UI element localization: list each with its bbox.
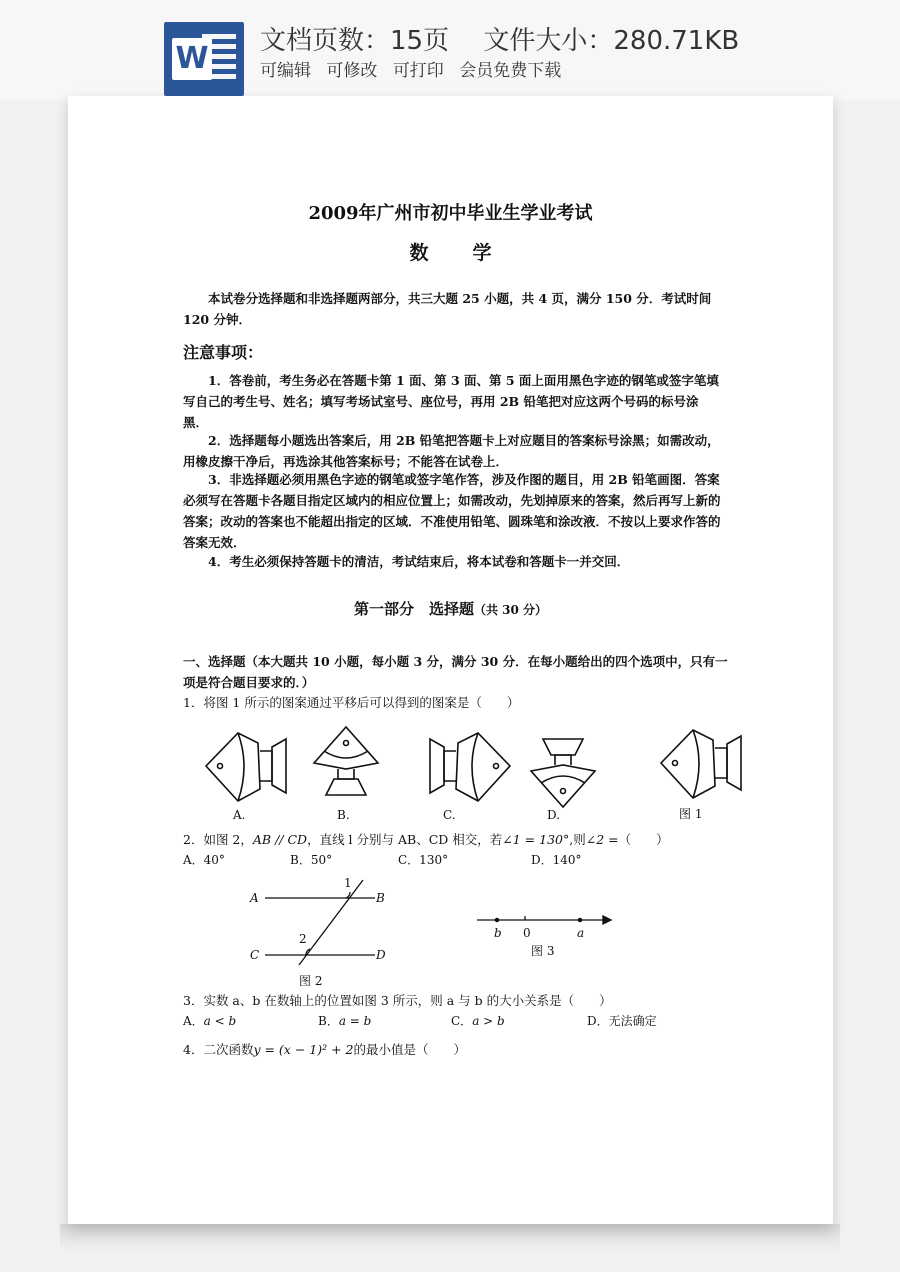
part1-heading: 第一部分 选择题（共 30 分） [353, 600, 548, 618]
doc-subject: 数学 [409, 242, 536, 264]
q1-option-d: D. [547, 808, 561, 822]
page-count: 文档页数：15页 [260, 26, 450, 56]
document-page [68, 96, 833, 1224]
q4-stem: 4．二次函数y = (x − 1)² + 2的最小值是（ ） [183, 1042, 467, 1057]
point-d-label: D [376, 948, 386, 962]
q1-figures [198, 721, 758, 811]
q2-option-b: B．50° [290, 853, 333, 867]
point-b-label: B [376, 891, 385, 905]
word-document-icon: W [164, 22, 244, 96]
notice-item-3: 3．非选择题必须用黑色字迹的钢笔或签字笔作答，涉及作图的题目，用 2B 铅笔画图．答案必须写在答题卡各题目指定区域内的相应位置上；如需改动，先划掉原来的答案，然后再写上新的答案；改动的答案也不能超出指定的区域．不准使用铅笔、圆珠笔和涂改液．不按以上要求作答的答案无效． [183, 472, 721, 550]
point-c-label: C [250, 948, 260, 962]
axis-label-b: b [494, 926, 502, 940]
q3-option-b: B．a = b [318, 1014, 372, 1028]
figure2-parallel-lines [243, 876, 393, 966]
q1-stem: 1．将图 1 所示的图案通过平移后可以得到的图案是（ ） [183, 695, 520, 710]
q2-option-a: A．40° [183, 853, 225, 867]
feature-list [260, 56, 571, 81]
notice-heading: 注意事项： [183, 343, 264, 362]
figure1-label: 图 1 [679, 807, 703, 821]
page-shadow [60, 1224, 840, 1254]
figure2-label: 图 2 [299, 974, 323, 988]
download-banner [0, 0, 900, 100]
point-a-label: A [250, 891, 259, 905]
q1-option-b: B. [337, 808, 350, 822]
angle-1-label: 1 [344, 876, 352, 890]
q3-stem: 3．实数 a、b 在数轴上的位置如图 3 所示，则 a 与 b 的大小关系是（ ） [183, 993, 612, 1008]
fish-figure-c [430, 733, 510, 801]
fish-figure-a [206, 733, 286, 801]
section1-heading: 一、选择题（本大题共 10 小题，每小题 3 分，满分 30 分．在每小题给出的四个选项中，只有一项是符合题目要求的．） [183, 654, 728, 690]
q3-option-a: A．a < b [183, 1014, 237, 1028]
q3-option-d: D．无法确定 [587, 1014, 657, 1028]
q3-option-c: C．a > b [451, 1014, 505, 1028]
q1-option-c: C. [443, 808, 456, 822]
file-info [260, 20, 765, 57]
feature-modifiable: 可修改 [326, 61, 378, 81]
q2-option-d: D．140° [531, 853, 582, 867]
notice-item-4: 4．考生必须保持答题卡的清洁，考试结束后，将本试卷和答题卡一并交回． [208, 554, 630, 569]
file-size: 文件大小：280.71KB [483, 26, 740, 56]
q2-option-c: C．130° [398, 853, 449, 867]
fish-figure-b [314, 727, 378, 795]
feature-printable: 可打印 [392, 61, 444, 81]
intro-paragraph: 本试卷分选择题和非选择题两部分，共三大题 25 小题，共 4 页，满分 150 分．考试时间 120 分钟． [183, 291, 712, 327]
fish-figure-reference [661, 730, 741, 798]
q2-stem: 2．如图 2，AB // CD，直线 l 分别与 AB、CD 相交，若∠1 = 130°,则∠2 =（ ） [183, 832, 669, 847]
axis-label-zero: 0 [523, 926, 531, 940]
fish-figure-d [531, 739, 595, 807]
notice-item-2: 2．选择题每小题选出答案后，用 2B 铅笔把答题卡上对应题目的答案标号涂黑；如需改动，用橡皮擦干净后，再选涂其他答案标号；不能答在试卷上． [183, 433, 720, 469]
angle-2-label: 2 [299, 932, 307, 946]
doc-title: 2009年广州市初中毕业生学业考试 [308, 203, 593, 224]
axis-label-a: a [577, 926, 585, 940]
figure3-label: 图 3 [531, 944, 555, 958]
feature-editable: 可编辑 [260, 61, 311, 81]
notice-item-1: 1．答卷前，考生务必在答题卡第 1 面、第 3 面、第 5 面上面用黑色字迹的钢笔或签字笔填写自己的考生号、姓名；填写考场试室号、座位号，再用 2B 铅笔把对应这两个号码的标号涂黑． [183, 373, 719, 430]
feature-free-download: 会员免费下载 [459, 61, 562, 81]
q1-option-a: A. [233, 808, 246, 822]
